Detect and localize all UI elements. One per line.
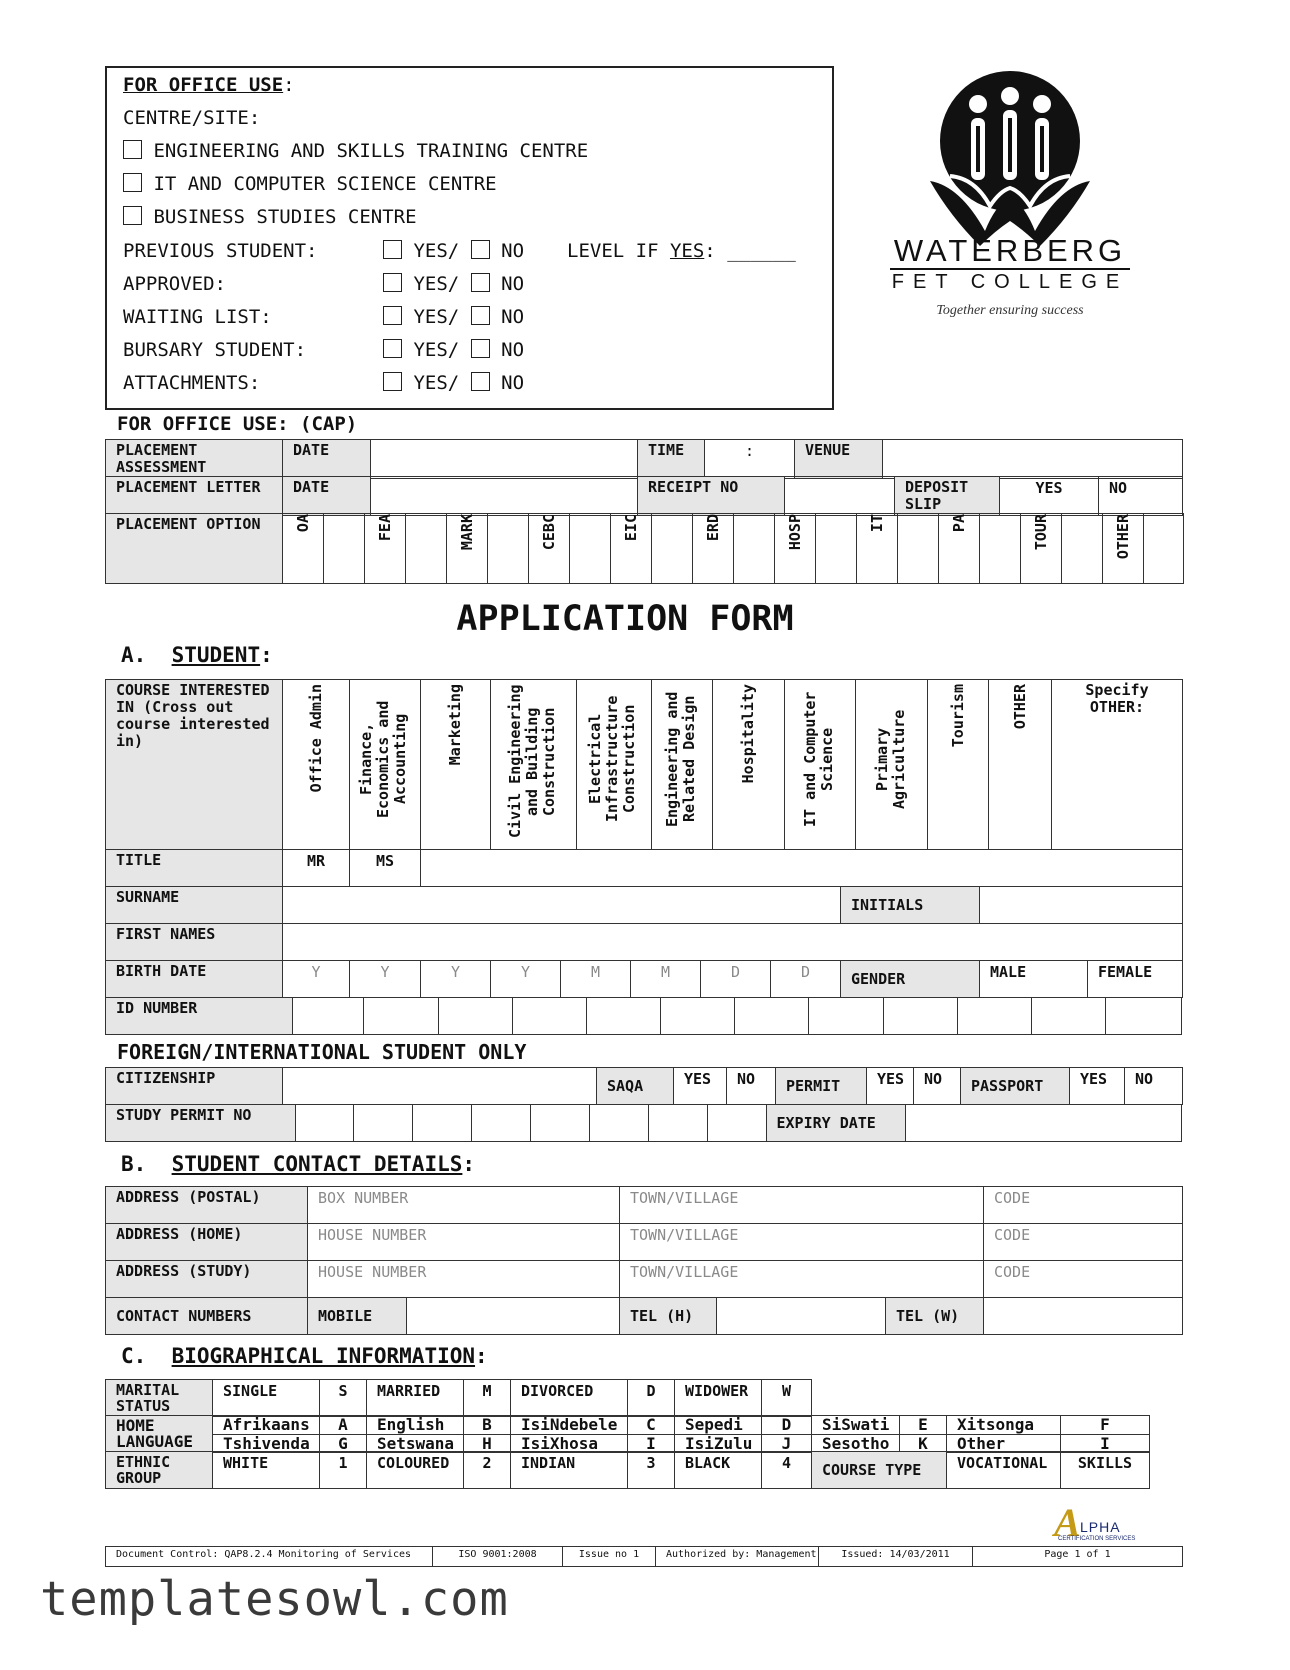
id-digit[interactable]	[661, 998, 735, 1035]
saqa-label: SAQA	[597, 1068, 674, 1105]
course-electrical[interactable]: Electrical Infrastructure Construction	[577, 680, 652, 850]
citizenship-field[interactable]	[283, 1068, 597, 1105]
option-mark-box[interactable]	[488, 514, 529, 584]
approved-label: APPROVED:	[123, 273, 226, 295]
logo-tagline: Together ensuring success	[936, 303, 1084, 318]
gender-male[interactable]: MALE	[980, 961, 1088, 998]
bursary-student-label: BURSARY STUDENT:	[123, 339, 307, 361]
home-house-number[interactable]: HOUSE NUMBER	[308, 1224, 620, 1261]
study-town[interactable]: TOWN/VILLAGE	[620, 1261, 984, 1298]
lang-tshivenda-code: G	[320, 1434, 367, 1453]
venue-field[interactable]	[883, 440, 1183, 479]
id-digit[interactable]	[883, 998, 957, 1035]
ethnic-white[interactable]: WHITE	[213, 1452, 320, 1489]
course-civil[interactable]: Civil Engineering and Building Construction	[491, 680, 577, 850]
receipt-no-field[interactable]	[785, 477, 895, 516]
course-it[interactable]: IT and Computer Science	[785, 680, 856, 850]
bursary-yes-checkbox[interactable]	[383, 339, 402, 358]
passport-no[interactable]: NO	[1125, 1068, 1183, 1105]
option-tour-box[interactable]	[1062, 514, 1103, 584]
permit-label: PERMIT	[776, 1068, 867, 1105]
marital-divorced[interactable]: DIVORCED	[511, 1380, 628, 1417]
birth-month-1[interactable]: M	[561, 961, 631, 998]
id-digit[interactable]	[587, 998, 661, 1035]
foreign-title: FOREIGN/INTERNATIONAL STUDENT ONLY	[117, 1040, 527, 1064]
first-names-field[interactable]	[283, 924, 1183, 961]
option-mark: MARK	[457, 514, 476, 551]
previous-yes-checkbox[interactable]	[383, 240, 402, 259]
ethnic-indian-code: 3	[628, 1452, 675, 1489]
deposit-slip-label: DEPOSIT SLIP	[895, 477, 1000, 516]
lang-isixhosa[interactable]: IsiXhosa	[511, 1434, 628, 1453]
deposit-no[interactable]: NO	[1099, 477, 1183, 516]
gender-female[interactable]: FEMALE	[1088, 961, 1183, 998]
alpha-logo-sub: CERTIFICATION SERVICES	[1058, 1536, 1136, 1542]
id-digit[interactable]	[439, 998, 513, 1035]
lang-sesotho-code: K	[900, 1434, 947, 1453]
postal-town[interactable]: TOWN/VILLAGE	[620, 1187, 984, 1224]
option-fea: FEA	[375, 514, 394, 542]
permit-digit[interactable]	[648, 1105, 707, 1142]
permit-digit[interactable]	[295, 1105, 354, 1142]
lang-other-code: I	[1061, 1434, 1150, 1453]
footer-issued: Issued: 14/03/2011	[819, 1547, 973, 1567]
option-cebc-box[interactable]	[570, 514, 611, 584]
lang-sepedi-code: D	[762, 1416, 812, 1435]
lang-isindebele[interactable]: IsiNdebele	[511, 1416, 628, 1435]
ethnic-black-code: 4	[762, 1452, 812, 1489]
saqa-no[interactable]: NO	[727, 1068, 776, 1105]
id-digit[interactable]	[293, 998, 364, 1035]
section-c-heading: C. BIOGRAPHICAL INFORMATION:	[121, 1344, 488, 1368]
id-digit[interactable]	[1031, 998, 1105, 1035]
lang-xitsonga[interactable]: Xitsonga	[947, 1416, 1061, 1435]
waterberg-logo	[890, 66, 1130, 326]
marital-married-code: M	[464, 1380, 511, 1417]
tel-home-label: TEL (H)	[620, 1298, 717, 1335]
time-field[interactable]: :	[705, 440, 795, 479]
option-hosp-box[interactable]	[816, 514, 857, 584]
footer-authorized: Authorized by: Management	[656, 1547, 819, 1567]
address-home-label: ADDRESS (HOME)	[106, 1224, 308, 1261]
lang-sepedi[interactable]: Sepedi	[675, 1416, 762, 1435]
postal-code[interactable]: CODE	[984, 1187, 1183, 1224]
expiry-date-field[interactable]	[905, 1105, 1181, 1142]
id-digit[interactable]	[513, 998, 587, 1035]
lang-siswati-code: E	[900, 1416, 947, 1435]
lang-afrikaans[interactable]: Afrikaans	[213, 1416, 320, 1435]
first-names-label: FIRST NAMES	[106, 924, 283, 961]
language-table	[105, 1415, 1150, 1453]
lang-isindebele-code: C	[628, 1416, 675, 1435]
lang-setswana-code: H	[464, 1434, 511, 1453]
first-names-table	[105, 923, 1183, 961]
previous-no-checkbox[interactable]	[471, 240, 490, 259]
waiting-yes-checkbox[interactable]	[383, 306, 402, 325]
tel-home-field[interactable]	[717, 1298, 886, 1335]
placement-letter-label: PLACEMENT LETTER	[106, 477, 283, 516]
placement-assessment-label: PLACEMENT ASSESSMENT	[106, 440, 283, 479]
option-other-box[interactable]	[1144, 514, 1184, 584]
alpha-certification-logo	[1038, 1500, 1153, 1545]
marital-single-code: S	[320, 1380, 367, 1417]
mobile-label: MOBILE	[308, 1298, 407, 1335]
course-type-vocational[interactable]: VOCATIONAL	[947, 1452, 1061, 1489]
deposit-yes[interactable]: YES	[1000, 477, 1099, 516]
course-agriculture[interactable]: Primary Agriculture	[856, 680, 928, 850]
course-label: COURSE INTERESTED IN (Cross out course interested in)	[106, 680, 283, 850]
mobile-field[interactable]	[407, 1298, 620, 1335]
option-other: OTHER	[1113, 514, 1132, 560]
waiting-no-checkbox[interactable]	[471, 306, 490, 325]
approved-no-checkbox[interactable]	[471, 273, 490, 292]
lang-english[interactable]: English	[367, 1416, 464, 1435]
attachments-no-checkbox[interactable]	[471, 372, 490, 391]
course-type-skills[interactable]: SKILLS	[1061, 1452, 1150, 1489]
ethnic-group-label: ETHNIC GROUP	[106, 1452, 213, 1489]
id-digit[interactable]	[735, 998, 809, 1035]
lang-other[interactable]: Other	[947, 1434, 1061, 1453]
ethnic-table	[105, 1451, 1150, 1489]
passport-label: PASSPORT	[961, 1068, 1070, 1105]
receipt-no-label: RECEIPT NO	[638, 477, 785, 516]
lang-isixhosa-code: I	[628, 1434, 675, 1453]
option-it-box[interactable]	[898, 514, 939, 584]
lang-tshivenda[interactable]: Tshivenda	[213, 1434, 320, 1453]
contact-table	[105, 1297, 1183, 1335]
course-office-admin[interactable]: Office Admin	[283, 680, 350, 850]
permit-digit[interactable]	[707, 1105, 766, 1142]
venue-label: VENUE	[795, 440, 883, 479]
course-table	[105, 679, 1183, 850]
option-it: IT	[867, 514, 886, 533]
alpha-logo-name: LPHA	[1080, 1519, 1121, 1535]
ethnic-coloured-code: 2	[464, 1452, 511, 1489]
attachments-yes-checkbox[interactable]	[383, 372, 402, 391]
lang-isizulu[interactable]: IsiZulu	[675, 1434, 762, 1453]
option-tour: TOUR	[1031, 514, 1050, 551]
id-digit[interactable]	[364, 998, 439, 1035]
id-number-label: ID NUMBER	[106, 998, 293, 1035]
option-pa-box[interactable]	[980, 514, 1021, 584]
birth-day-1[interactable]: D	[701, 961, 771, 998]
centre-business-label: BUSINESS STUDIES CENTRE	[153, 206, 417, 228]
marital-single[interactable]: SINGLE	[213, 1380, 320, 1417]
postal-box-number[interactable]: BOX NUMBER	[308, 1187, 620, 1224]
study-permit-label: STUDY PERMIT NO	[106, 1105, 296, 1142]
letter-date-label: DATE	[283, 477, 371, 516]
birth-date-label: BIRTH DATE	[106, 961, 283, 998]
option-eic-box[interactable]	[652, 514, 693, 584]
marital-married[interactable]: MARRIED	[367, 1380, 464, 1417]
contact-numbers-label: CONTACT NUMBERS	[106, 1298, 308, 1335]
centre-engineering-label: ENGINEERING AND SKILLS TRAINING CENTRE	[153, 140, 589, 162]
id-digit[interactable]	[957, 998, 1031, 1035]
specify-other[interactable]: Specify OTHER:	[1052, 680, 1183, 850]
waiting-list-label: WAITING LIST:	[123, 306, 272, 328]
centre-engineering-checkbox[interactable]	[123, 140, 142, 159]
citizenship-table	[105, 1067, 1183, 1105]
title-ms[interactable]: MS	[350, 850, 421, 887]
option-hosp: HOSP	[785, 514, 804, 551]
assessment-date-label: DATE	[283, 440, 371, 479]
lang-sesotho[interactable]: Sesotho	[812, 1434, 900, 1453]
birth-year-3[interactable]: Y	[421, 961, 491, 998]
id-digit[interactable]	[809, 998, 883, 1035]
course-type-label: COURSE TYPE	[812, 1452, 947, 1489]
address-table	[105, 1186, 1183, 1298]
centre-it-label: IT AND COMPUTER SCIENCE CENTRE	[153, 173, 497, 195]
footer-issue: Issue no 1	[563, 1547, 656, 1567]
birth-year-4[interactable]: Y	[491, 961, 561, 998]
lang-siswati[interactable]: SiSwati	[812, 1416, 900, 1435]
footer-page: Page 1 of 1	[973, 1547, 1183, 1567]
section-b-heading: B. STUDENT CONTACT DETAILS:	[121, 1152, 476, 1176]
study-permit-table	[105, 1104, 1182, 1142]
birth-date-table	[105, 960, 1183, 998]
tel-work-field[interactable]	[984, 1298, 1183, 1335]
bursary-no-checkbox[interactable]	[471, 339, 490, 358]
footer-doc-control: Document Control: QAP8.2.4 Monitoring of Services	[106, 1547, 433, 1567]
office-use-title: FOR OFFICE USE	[123, 74, 284, 96]
approved-yes-checkbox[interactable]	[383, 273, 402, 292]
logo-name: WATERBERG	[890, 234, 1130, 270]
permit-digit[interactable]	[472, 1105, 531, 1142]
centre-business-checkbox[interactable]	[123, 206, 142, 225]
cap-table-1	[105, 439, 1183, 479]
previous-student-label: PREVIOUS STUDENT:	[123, 240, 318, 262]
lang-isizulu-code: J	[762, 1434, 812, 1453]
option-erd: ERD	[703, 514, 722, 542]
birth-month-2[interactable]: M	[631, 961, 701, 998]
initials-label: INITIALS	[841, 887, 980, 924]
study-house-number[interactable]: HOUSE NUMBER	[308, 1261, 620, 1298]
logo-sub: FET COLLEGE	[891, 271, 1129, 293]
level-field[interactable]: ______	[727, 240, 796, 262]
gender-label: GENDER	[841, 961, 980, 998]
passport-yes[interactable]: YES	[1070, 1068, 1125, 1105]
surname-label: SURNAME	[106, 887, 283, 924]
attachments-label: ATTACHMENTS:	[123, 372, 261, 394]
study-code[interactable]: CODE	[984, 1261, 1183, 1298]
title-mr[interactable]: MR	[283, 850, 350, 887]
level-if-yes: LEVEL IF YES: ______	[567, 240, 796, 262]
birth-day-2[interactable]: D	[771, 961, 841, 998]
option-eic: EIC	[621, 514, 640, 542]
option-oa-box[interactable]	[324, 514, 365, 584]
id-number-table	[105, 997, 1182, 1035]
lang-setswana[interactable]: Setswana	[367, 1434, 464, 1453]
office-use-box: FOR OFFICE USE: CENTRE/SITE: ENGINEERING AND SKILLS TRAINING CENTRE IT AND COMPUTER SCIENCE CENTRE BUSINESS STUDIES CENTRE PREVIOUS STUDENT: APPROVED: WAITING LIST: BURSARY STUDENT: ATTACHMENTS: YES/ NO YES/ NO YES/ NO YES/ NO YES/ NO LEVEL IF YES: ______	[105, 66, 834, 410]
address-postal-label: ADDRESS (POSTAL)	[106, 1187, 308, 1224]
title-label: TITLE	[106, 850, 283, 887]
tel-work-label: TEL (W)	[886, 1298, 984, 1335]
letter-date-field[interactable]	[371, 477, 638, 516]
footer-iso: ISO 9001:2008	[433, 1547, 563, 1567]
course-finance[interactable]: Finance, Economics and Accounting	[350, 680, 421, 850]
permit-digit[interactable]	[589, 1105, 648, 1142]
cap-title: FOR OFFICE USE: (CAP)	[117, 413, 358, 435]
placement-option-table	[105, 513, 1184, 584]
course-other[interactable]: OTHER	[989, 680, 1052, 850]
cap-table-2	[105, 476, 1183, 516]
lang-english-code: B	[464, 1416, 511, 1435]
initials-field[interactable]	[980, 887, 1183, 924]
surname-table	[105, 886, 1183, 924]
option-fea-box[interactable]	[406, 514, 447, 584]
ethnic-white-code: 1	[320, 1452, 367, 1489]
marital-widower[interactable]: WIDOWER	[675, 1380, 762, 1417]
course-tourism[interactable]: Tourism	[928, 680, 989, 850]
watermark: templatesowl.com	[40, 1572, 509, 1627]
address-study-label: ADDRESS (STUDY)	[106, 1261, 308, 1298]
assessment-date-field[interactable]	[371, 440, 638, 479]
ethnic-indian[interactable]: INDIAN	[511, 1452, 628, 1489]
waterberg-emblem-icon	[890, 66, 1130, 246]
birth-year-2[interactable]: Y	[350, 961, 421, 998]
permit-yes[interactable]: YES	[867, 1068, 914, 1105]
option-pa: PA	[949, 514, 968, 533]
time-label: TIME	[638, 440, 705, 479]
ethnic-coloured[interactable]: COLOURED	[367, 1452, 464, 1489]
id-digit[interactable]	[1105, 998, 1181, 1035]
expiry-date-label: EXPIRY DATE	[766, 1105, 905, 1142]
home-town[interactable]: TOWN/VILLAGE	[620, 1224, 984, 1261]
lang-xitsonga-code: F	[1061, 1416, 1150, 1435]
course-engineering[interactable]: Engineering and Related Design	[652, 680, 713, 850]
option-cebc: CEBC	[539, 514, 558, 551]
birth-year-1[interactable]: Y	[283, 961, 350, 998]
ethnic-black[interactable]: BLACK	[675, 1452, 762, 1489]
home-language-label: HOME LANGUAGE	[106, 1416, 213, 1453]
citizenship-label: CITIZENSHIP	[106, 1068, 283, 1105]
permit-no[interactable]: NO	[914, 1068, 961, 1105]
form-title: APPLICATION FORM	[456, 599, 794, 639]
permit-digit[interactable]	[413, 1105, 472, 1142]
option-oa: OA	[293, 514, 312, 533]
permit-digit[interactable]	[531, 1105, 590, 1142]
marital-divorced-code: D	[628, 1380, 675, 1417]
permit-digit[interactable]	[354, 1105, 413, 1142]
section-a-heading: A. STUDENT:	[121, 643, 273, 667]
surname-field[interactable]	[283, 887, 841, 924]
title-field[interactable]	[421, 850, 1183, 887]
course-marketing[interactable]: Marketing	[421, 680, 491, 850]
course-hospitality[interactable]: Hospitality	[713, 680, 785, 850]
marital-widower-code: W	[762, 1380, 812, 1417]
centre-label: CENTRE/SITE:	[123, 107, 261, 129]
marital-status-label: MARITAL STATUS	[106, 1380, 213, 1417]
placement-option-label: PLACEMENT OPTION	[106, 514, 283, 584]
saqa-yes[interactable]: YES	[674, 1068, 727, 1105]
document-control-footer	[105, 1546, 1183, 1567]
centre-it-checkbox[interactable]	[123, 173, 142, 192]
marital-table	[105, 1379, 812, 1417]
lang-afrikaans-code: A	[320, 1416, 367, 1435]
alpha-logo-letter: A	[1054, 1500, 1081, 1545]
title-table	[105, 849, 1183, 887]
home-code[interactable]: CODE	[984, 1224, 1183, 1261]
option-erd-box[interactable]	[734, 514, 775, 584]
